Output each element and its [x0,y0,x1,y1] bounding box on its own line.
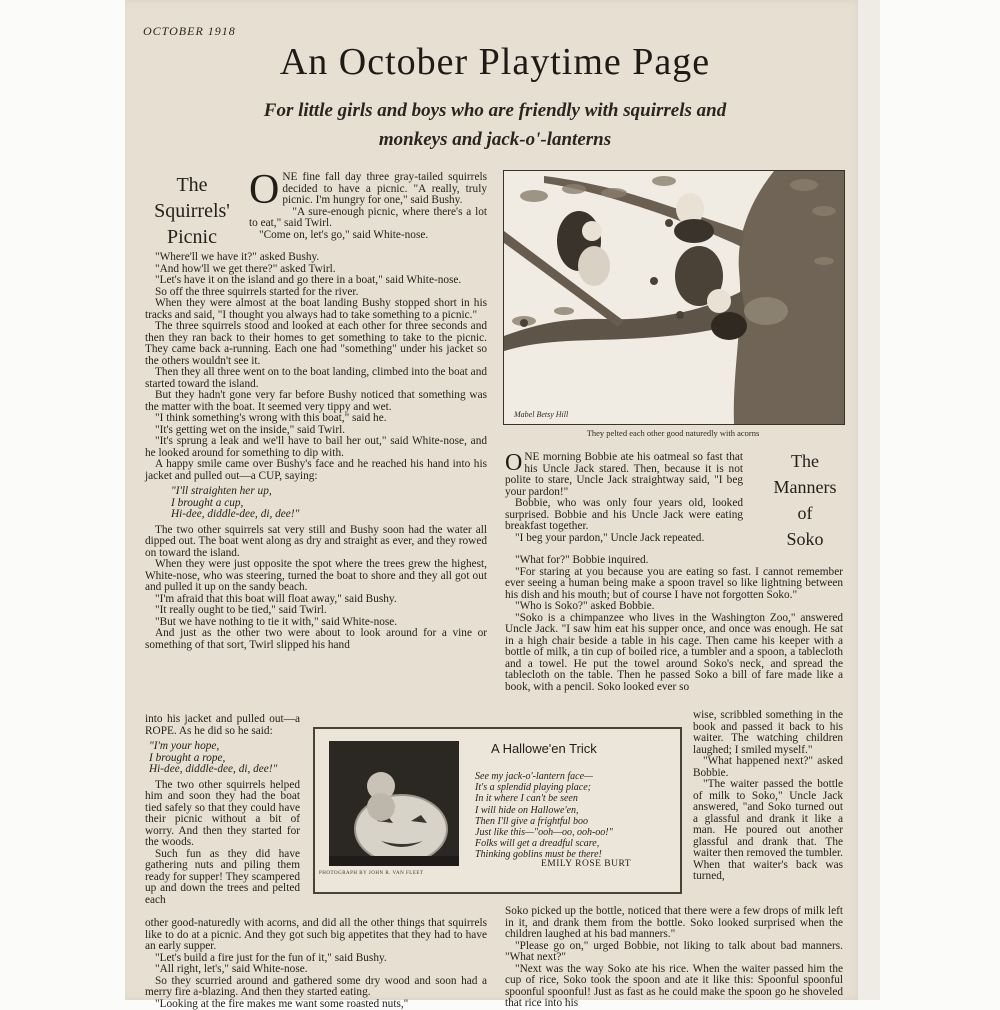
lead-paragraph: NE morning Bobbie ate his oatmeal so fast that his Uncle Jack stared. Then, because it is not polite to stare, Uncle Jack straightway said, "I beg your pardon!" [505,451,743,498]
poem-line: "I'll straighten her up, [145,486,487,498]
paragraph: The two other squirrels helped him and soon they had the boat tied safely so that they could have their picnic without a bit of worry. And then they started for the woods. [145,780,300,849]
squirrels-bottom [145,918,487,1010]
paragraph: So they scurried around and gathered some dry wood and soon had a merry fire a-blazing. And then they started eating. [145,976,487,999]
paragraph: The two other squirrels sat very still and Bushy soon had the water all dipped out. The boat went along as dry and straight as ever, and they rowed on toward the island. [145,525,487,560]
paragraph: into his jacket and pulled out—a ROPE. As he did so he said: [145,714,300,737]
illustration-caption: They pelted each other good naturedly with acorns [503,428,843,438]
illustrator-signature: Mabel Betsy Hill [513,410,569,419]
drop-cap: O [505,453,522,473]
paragraph: And just as the other two were about to look around for a vine or something of that sort, Twirl slipped his hand [145,628,487,651]
magazine-page [125,0,865,1000]
soko-intro [505,452,743,544]
jack-o-lantern-photo [329,741,459,866]
paragraph: "And how'll we get there?" asked Twirl. [145,264,487,276]
paragraph: "I'm afraid that this boat will float away," said Bushy. [145,594,487,606]
paragraph: A happy smile came over Bushy's face and he reached his hand into his jacket and pulled out—a CUP, saying: [145,459,487,482]
paragraph: "Come on, let's go," said White-nose. [249,230,487,242]
squirrels-intro [249,172,487,241]
subtitle-line-1: For little girls and boys who are friendly with squirrels and [165,96,825,125]
poem-line: Thinking goblins must be there! [475,849,675,860]
poem-line: It's a splendid playing place; [475,782,675,793]
heading-line: Soko [755,526,855,552]
heading-line: The [153,172,231,198]
heading-line: Squirrels' [153,198,231,224]
heading-line: Manners [755,474,855,500]
poem-line: Just like this—"ooh—oo, ooh-oo!" [475,827,675,838]
squirrels-body [145,252,487,651]
issue-date: OCTOBER 1918 [143,24,236,39]
paragraph: "All right, let's," said White-nose. [145,964,487,976]
page-title: An October Playtime Page [125,40,865,84]
paragraph: "Next was the way Soko ate his rice. When the waiter passed him the cup of rice, Soko took the spoon and ate it like this: Spoonful spoonful spoonful spoonful! Just as fast as he could make the spoon go he shoveled that rice into his [505,964,843,1010]
paragraph: "I beg your pardon," Uncle Jack repeated. [505,533,743,545]
heading-line: Picnic [153,224,231,250]
paragraph: Then they all three went on to the boat landing, climbed into the boat and started toward the island. [145,367,487,390]
poem-author: EMILY ROSE BURT [541,859,631,869]
tree-drawing [504,171,844,424]
paragraph: "It's getting wet on the inside," said Twirl. [145,425,487,437]
heading-line: of [755,500,855,526]
paragraph: "Where'll we have it?" asked Bushy. [145,252,487,264]
paragraph: When they were almost at the boat landing Bushy stopped short in his tracks and said, "I thought you always had to take something to a picnic." [145,298,487,321]
paragraph: Bobbie, who was only four years old, looked surprised. Bobbie and his Uncle Jack were eating breakfast together. [505,498,743,533]
paragraph: "For staring at you because you are eating so fast. I cannot remember ever seeing a human being make a spoon travel so like lightning between his dish and his mouth; but of course I have not forgotten Soko." [505,567,843,602]
page-subtitle [165,96,825,154]
paragraph: But they hadn't gone very far before Bushy noticed that something was the matter with the boat. It seemed very tippy and wet. [145,390,487,413]
poem-line: In it where I can't be seen [475,793,675,804]
paragraph: Such fun as they did have gathering nuts and piling them ready for supper! They scampered up and down the trees and pelted each [145,849,300,907]
poem-line: I will hide on Hallowe'en, [475,805,675,816]
halloween-poem-box [313,727,682,894]
soko-narrow-column [693,710,843,883]
squirrels-illustration [503,170,845,425]
poem-line: I brought a rope, [145,753,300,765]
paragraph: So off the three squirrels started for the river. [145,287,487,299]
paragraph: "Please go on," urged Bobbie, not liking to talk about bad manners. "What next?" [505,941,843,964]
poem-line: "I'm your hope, [145,741,300,753]
paragraph: When they were just opposite the spot where the trees grew the highest, White-nose, who was steering, turned the boat to shore and they all got out and pulled it up on the sandy beach. [145,559,487,594]
box-poem [475,771,675,861]
paragraph: Soko picked up the bottle, noticed that there were a few drops of milk left in it, and drank them from the bottle. Soko looked surprised when the children laughed at his bad manners." [505,906,843,941]
paragraph: "Let's have it on the island and go there in a boat," said White-nose. [145,275,487,287]
paragraph: "It really ought to be tied," said Twirl. [145,605,487,617]
soko-body [505,555,843,693]
paragraph: "The waiter passed the bottle of milk to Soko," Uncle Jack answered, "and Soko turned out a glassful and drank it like a man. He poured out another glassful and drank that. The waiter then removed the tumbler. When that waiter's back was turned, [693,779,843,883]
paragraph: "I think something's wrong with this boat," said he. [145,413,487,425]
paragraph: "Looking at the fire makes me want some roasted nuts," [145,999,487,1010]
squirrels-story-heading [153,172,231,250]
squirrels-narrow-column [145,714,300,906]
poem-line: Hi-dee, diddle-dee, di, dee!" [145,509,487,521]
paragraph: "Let's build a fire just for the fun of it," said Bushy. [145,953,487,965]
paragraph: "But we have nothing to tie it with," said White-nose. [145,617,487,629]
poem-line: Then I'll give a frightful boo [475,816,675,827]
lead-paragraph: NE fine fall day three gray-tailed squirrels decided to have a picnic. "A really, truly picnic. I'm hungry for one," said Bushy. [282,171,487,206]
page-edge [858,0,880,1000]
soko-bottom [505,906,843,1010]
drop-cap: O [249,173,279,207]
photo-credit: PHOTOGRAPH BY JOHN R. VAN FLEET [319,871,469,876]
soko-story-heading [755,448,855,552]
heading-line: The [755,448,855,474]
subtitle-line-2: monkeys and jack-o'-lanterns [165,125,825,154]
paragraph: "It's sprung a leak and we'll have to bail her out," said White-nose, and he looked around for something to dip with. [145,436,487,459]
paragraph: "What for?" Bobbie inquired. [505,555,843,567]
poem-line: See my jack-o'-lantern face— [475,771,675,782]
poem-line: I brought a cup, [145,498,487,510]
poem-line: Folks will get a dreadful scare, [475,838,675,849]
paragraph: "Who is Soko?" asked Bobbie. [505,601,843,613]
box-title: A Hallowe'en Trick [491,741,597,756]
paragraph: "What happened next?" asked Bobbie. [693,756,843,779]
paragraph: The three squirrels stood and looked at each other for three seconds and then they ran back to their homes to get something to take to the picnic. They came back a-running. Each one had "something" under his jacket so the others wouldn't see it. [145,321,487,367]
paragraph: "A sure-enough picnic, where there's a lot to eat," said Twirl. [249,207,487,230]
paragraph: other good-naturedly with acorns, and did all the other things that squirrels like to do at a picnic. And they got such big appetites that they had to have an early supper. [145,918,487,953]
poem-line: Hi-dee, diddle-dee, di, dee!" [145,764,300,776]
paragraph: "Soko is a chimpanzee who lives in the Washington Zoo," answered Uncle Jack. "I saw him eat his supper once, and once was enough. He sat in a high chair beside a table in his cage. Then came his keeper with a bottle of milk, a tin cup of boiled rice, a tumbler and a spoon, a tablecloth and a towel. He put the towel around Soko's neck, and spread the tablecloth on the table. Then he passed Soko a bill of fare made like a book, with a pencil. Soko looked ever so [505,613,843,694]
paragraph: wise, scribbled something in the book and passed it back to his waiter. The watching children laughed; I smiled myself." [693,710,843,756]
